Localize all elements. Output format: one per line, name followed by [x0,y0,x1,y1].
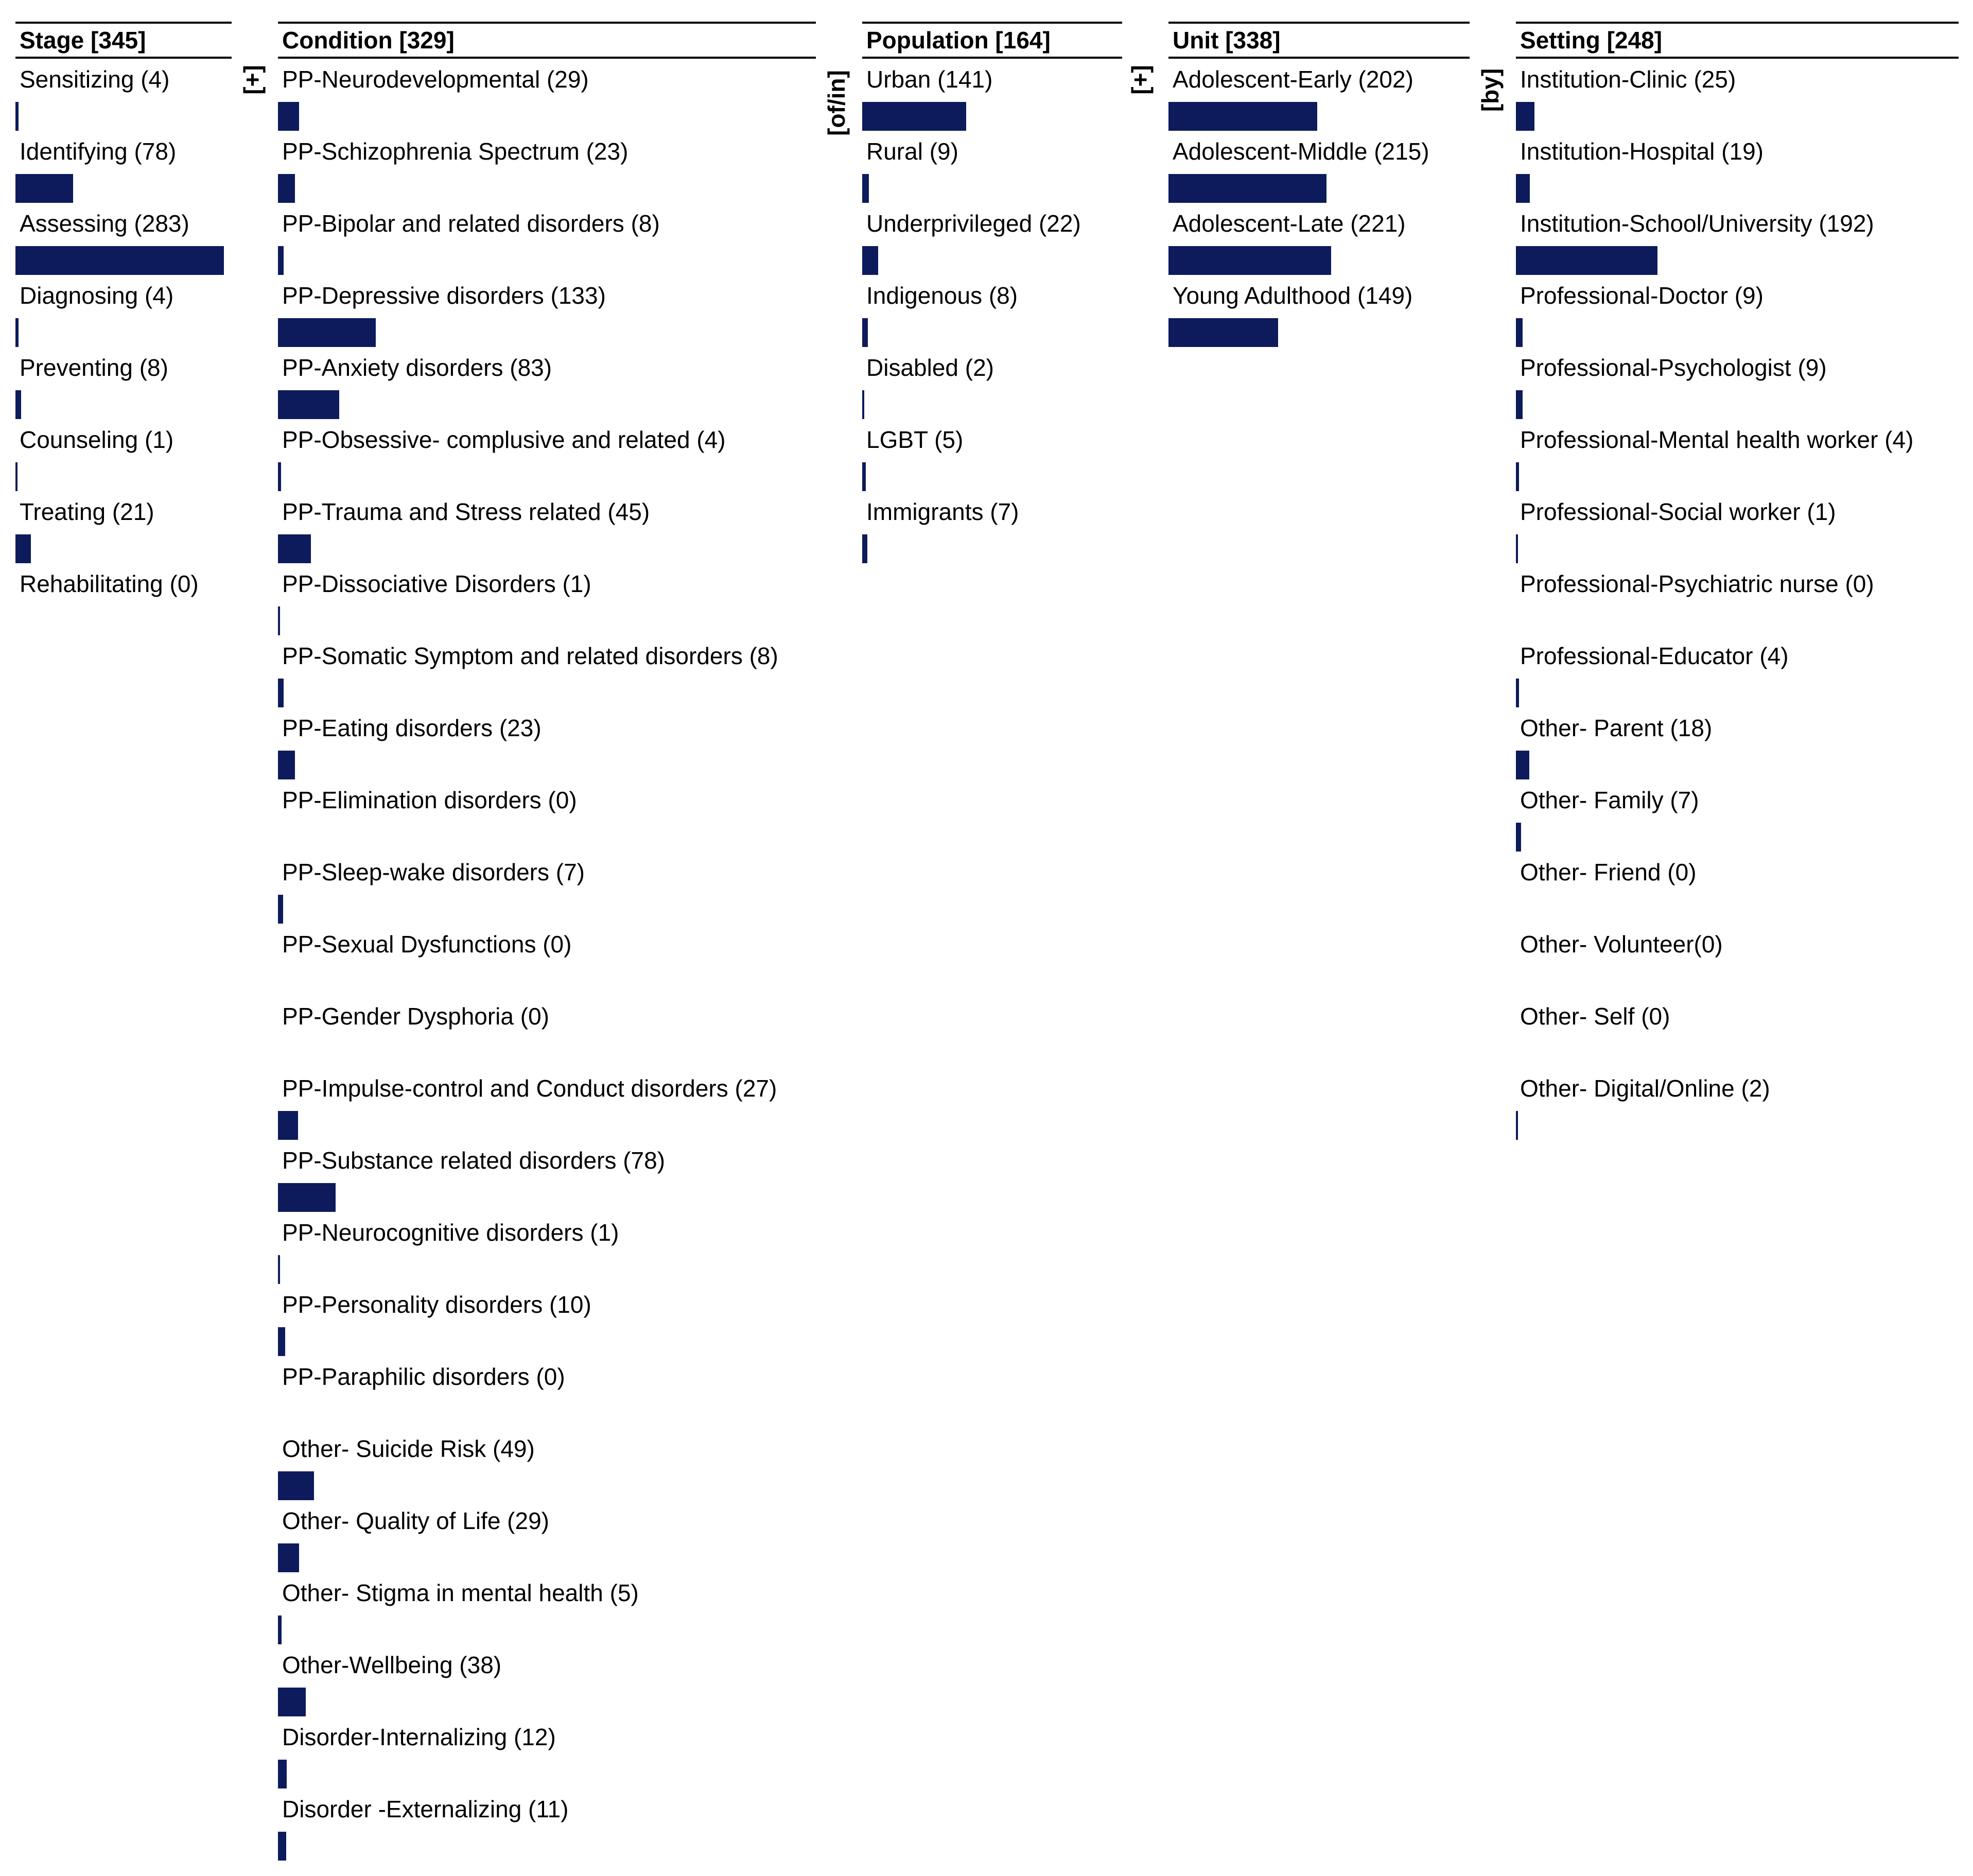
category-row [1516,65,1959,137]
category-row [1516,858,1959,930]
bar-label: Young Adulthood (149) [1173,282,1413,309]
category-row [278,1434,816,1506]
column-header: Setting [248] [1520,27,1663,54]
bar-label: PP-Anxiety disorders (83) [282,354,552,381]
bar-label: Other- Volunteer(0) [1520,931,1723,958]
category-row [15,353,232,425]
category-row [278,1002,816,1074]
category-row [278,569,816,641]
category-row [278,641,816,714]
bar [1516,823,1521,852]
bar-label: Adolescent-Late (221) [1173,210,1406,237]
category-row [1516,281,1959,353]
bar [1516,1111,1518,1140]
bar-label: Professional-Psychologist (9) [1520,354,1827,381]
bar-label: Institution-Clinic (25) [1520,66,1736,93]
bar-label: Professional-Psychiatric nurse (0) [1520,570,1874,597]
bar-label: Treating (21) [20,498,154,525]
header-rule-bottom [862,57,1122,59]
bar-label: Adolescent-Middle (215) [1173,138,1429,165]
bar-label: Other- Self (0) [1520,1003,1670,1030]
bar-label: Other-Wellbeing (38) [282,1652,502,1678]
bar-label: Professional-Doctor (9) [1520,282,1764,309]
bar-label: PP-Somatic Symptom and related disorders (8) [282,642,778,669]
bar-label: Underprivileged (22) [866,210,1081,237]
category-row [278,930,816,1002]
bar [862,246,878,275]
category-row [278,1146,816,1218]
bar [862,174,869,203]
category-row [1516,425,1959,497]
category-row [15,65,232,137]
bar-label: PP-Schizophrenia Spectrum (23) [282,138,628,165]
category-row [862,65,1122,137]
connector-label: [+] [1127,65,1154,95]
connector-label: [by] [1477,68,1504,112]
column-header: Unit [338] [1173,27,1281,54]
connector-label: [+] [239,65,266,95]
bar [278,1327,285,1356]
bar-label: PP-Obsessive- complusive and related (4) [282,426,726,453]
category-row [862,497,1122,569]
bar [1516,174,1530,203]
bar-label: PP-Dissociative Disorders (1) [282,570,591,597]
header-rule-bottom [1516,57,1959,59]
bar-label: Institution-Hospital (19) [1520,138,1764,165]
bar-label: PP-Gender Dysphoria (0) [282,1003,549,1030]
bar [15,390,21,419]
bar [278,102,299,131]
bar [278,1471,314,1500]
category-row [862,137,1122,209]
bar [278,390,339,419]
bar [1516,534,1518,563]
column-condition [278,0,816,1876]
bar-label: Other- Friend (0) [1520,859,1697,885]
bar [862,534,867,563]
bar [278,1832,286,1861]
category-row [278,1723,816,1795]
bar-label: PP-Paraphilic disorders (0) [282,1363,565,1390]
category-row [278,1218,816,1290]
category-row [1168,281,1470,353]
category-row [278,1290,816,1362]
bar [278,318,376,347]
bar [1516,246,1657,275]
bar [15,462,18,491]
bar [278,174,295,203]
bar [1168,102,1317,131]
category-row [1516,714,1959,786]
category-row [15,569,232,641]
bar [862,462,866,491]
bar-label: Disorder-Internalizing (12) [282,1724,556,1750]
category-row [278,209,816,281]
bar-label: PP-Neurodevelopmental (29) [282,66,589,93]
bar [15,318,19,347]
bar-label: Other- Parent (18) [1520,715,1713,741]
bar-label: Other- Suicide Risk (49) [282,1435,535,1462]
bar [278,462,281,491]
bar-label: Diagnosing (4) [20,282,174,309]
category-row [1516,353,1959,425]
bar-label: Other- Quality of Life (29) [282,1507,549,1534]
category-row [278,137,816,209]
bar [278,895,283,924]
category-row [278,353,816,425]
category-row [1516,930,1959,1002]
bar [1168,246,1331,275]
category-row [862,209,1122,281]
category-row [278,714,816,786]
bar [278,679,284,707]
column-unit [1168,0,1470,1876]
category-row [278,281,816,353]
category-row [1168,65,1470,137]
bar [15,174,73,203]
header-rule-bottom [278,57,816,59]
column-header: Condition [329] [282,27,455,54]
bar-label: PP-Personality disorders (10) [282,1291,591,1318]
column-header: Population [164] [866,27,1051,54]
bar-label: PP-Impulse-control and Conduct disorders (27) [282,1075,777,1102]
category-row [1516,641,1959,714]
category-row [278,858,816,930]
header-rule-top [278,22,816,24]
category-row [278,1578,816,1651]
bar-label: Other- Family (7) [1520,787,1699,813]
bar-label: PP-Depressive disorders (133) [282,282,606,309]
category-row [278,1795,816,1867]
bar-label: LGBT (5) [866,426,964,453]
bar [278,534,311,563]
bar-label: Assessing (283) [20,210,189,237]
bar-label: Indigenous (8) [866,282,1018,309]
bar-label: PP-Trauma and Stress related (45) [282,498,650,525]
category-row [15,281,232,353]
bar-label: PP-Substance related disorders (78) [282,1147,666,1174]
category-row [278,1074,816,1146]
bar-label: Institution-School/University (192) [1520,210,1874,237]
bar-label: PP-Elimination disorders (0) [282,787,577,813]
bar [278,1111,298,1140]
bar [1168,318,1278,347]
category-row [862,425,1122,497]
category-row [278,425,816,497]
bar [278,1255,280,1284]
bar-label: Rehabilitating (0) [20,570,199,597]
column-population [862,0,1122,1876]
bar [1516,679,1519,707]
bar [278,1183,336,1212]
bar [278,606,280,635]
category-row [278,497,816,569]
bar-label: Professional-Mental health worker (4) [1520,426,1914,453]
bar-label: Other- Stigma in mental health (5) [282,1579,639,1606]
bar [15,534,31,563]
bar-label: PP-Sexual Dysfunctions (0) [282,931,572,958]
bar-label: Immigrants (7) [866,498,1019,525]
bar-label: Disabled (2) [866,354,994,381]
bar-label: Other- Digital/Online (2) [1520,1075,1770,1102]
header-rule-top [1516,22,1959,24]
bar [862,390,864,419]
bar [1516,751,1529,779]
bar [1516,462,1519,491]
header-rule-bottom [1168,57,1470,59]
category-row [15,425,232,497]
category-row [278,1651,816,1723]
bar-label: Rural (9) [866,138,958,165]
bar [1516,102,1534,131]
category-row [15,209,232,281]
category-row [1516,1074,1959,1146]
category-row [278,1506,816,1578]
category-row [15,137,232,209]
bar-label: PP-Sleep-wake disorders (7) [282,859,585,885]
category-row [862,281,1122,353]
category-row [15,497,232,569]
category-row [278,786,816,858]
column-header: Stage [345] [20,27,146,54]
bar [1168,174,1326,203]
bar [278,246,284,275]
bar [278,751,295,779]
category-row [278,1362,816,1434]
bar-label: Disorder -Externalizing (11) [282,1796,569,1822]
header-rule-top [15,22,232,24]
bar [278,1688,306,1716]
bar-label: Urban (141) [866,66,993,93]
bar [862,102,966,131]
category-row [1516,209,1959,281]
category-row [1516,1002,1959,1074]
bar-label: Identifying (78) [20,138,177,165]
header-rule-bottom [15,57,232,59]
bar-label: Professional-Social worker (1) [1520,498,1836,525]
category-row [1168,137,1470,209]
bar [15,102,19,131]
bar [862,318,868,347]
header-rule-top [862,22,1122,24]
connector-label: [of/in] [823,70,850,136]
bar-label: Counseling (1) [20,426,174,453]
category-row [1516,786,1959,858]
bar [15,246,224,275]
bar [278,1760,287,1788]
column-stage [15,0,232,1876]
category-row [1516,137,1959,209]
category-row [1168,209,1470,281]
category-row [1516,569,1959,641]
bar [1516,390,1523,419]
category-row [862,353,1122,425]
bar [1516,318,1523,347]
category-row [1516,497,1959,569]
header-rule-top [1168,22,1470,24]
bar-label: Preventing (8) [20,354,168,381]
category-row [278,65,816,137]
bar-label: Sensitizing (4) [20,66,170,93]
column-setting [1516,0,1959,1876]
bar-label: PP-Bipolar and related disorders (8) [282,210,660,237]
bar [278,1616,282,1644]
bar [278,1543,299,1572]
bar-label: PP-Neurocognitive disorders (1) [282,1219,619,1246]
bar-label: Adolescent-Early (202) [1173,66,1413,93]
bar-label: Professional-Educator (4) [1520,642,1789,669]
bar-label: PP-Eating disorders (23) [282,715,542,741]
